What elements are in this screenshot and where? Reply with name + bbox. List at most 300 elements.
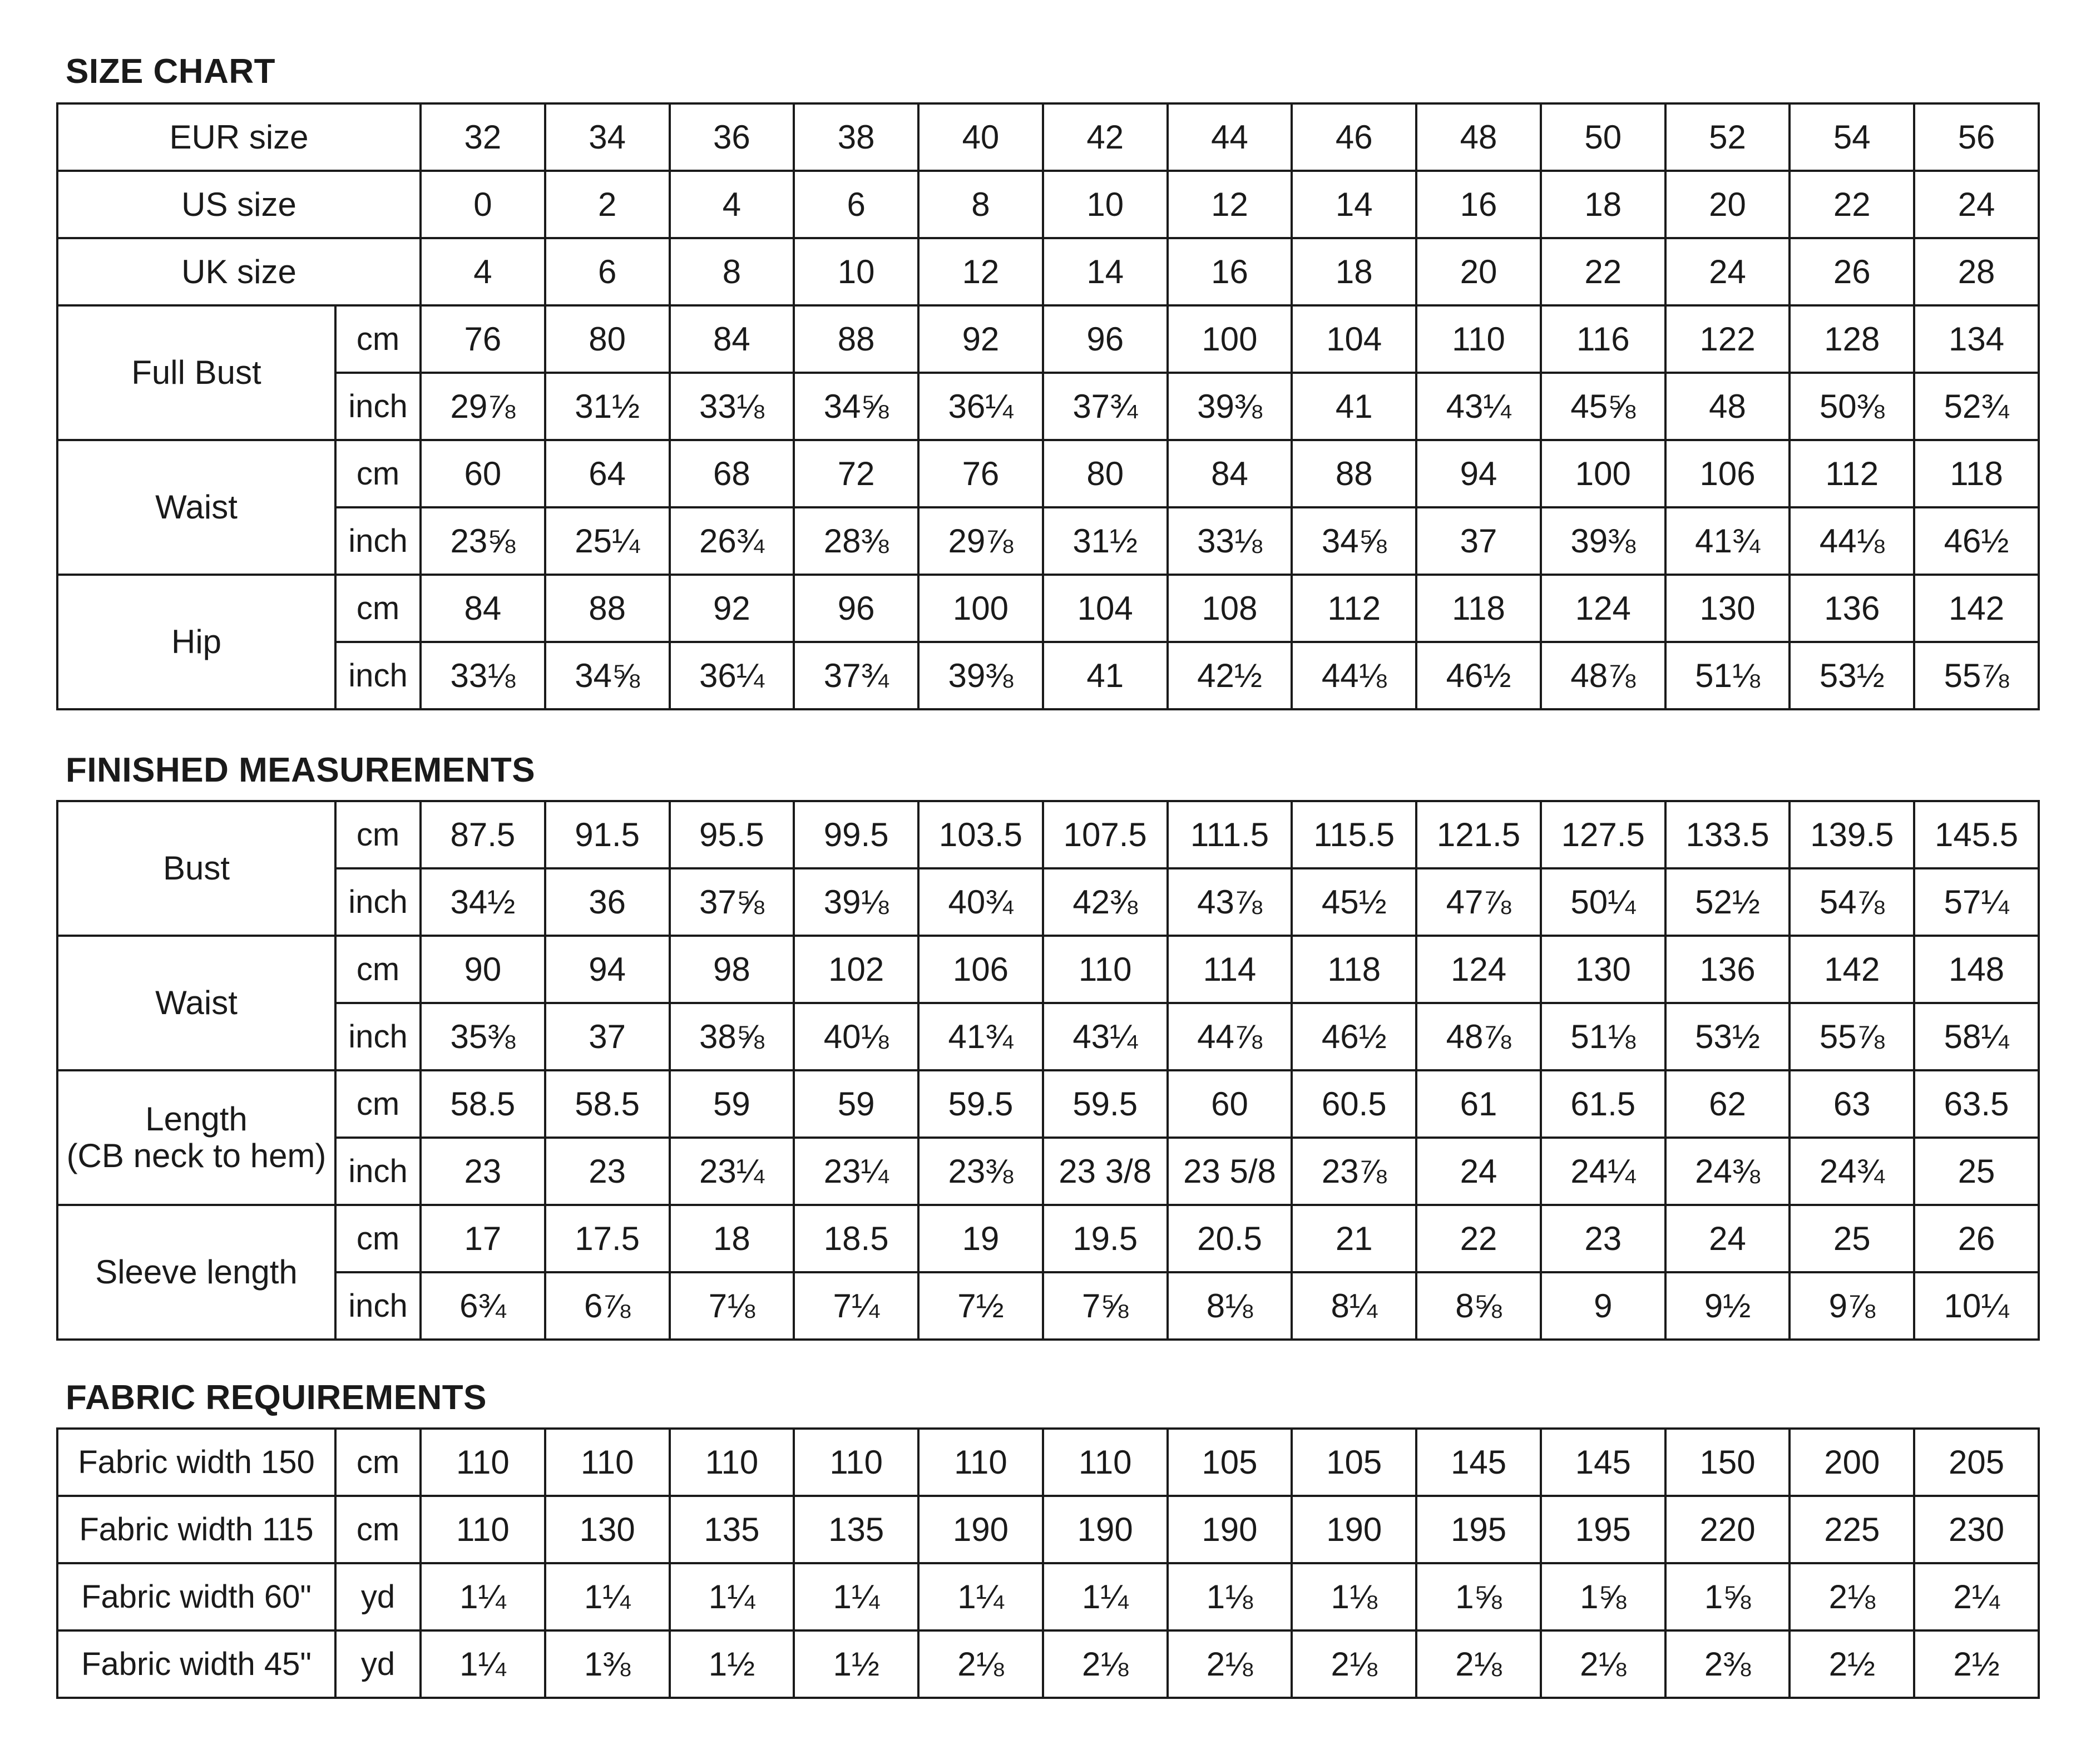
value-cell: 135 (670, 1496, 794, 1563)
size-row (57, 171, 2039, 238)
value-cell: 112 (1790, 440, 1914, 507)
value-cell: 106 (918, 936, 1043, 1003)
value-cell: 62 (1665, 1070, 1790, 1138)
value-cell: 1½ (670, 1630, 794, 1698)
value-cell: 6⅞ (545, 1272, 670, 1340)
value-cell: 9 (1541, 1272, 1665, 1340)
value-cell: 102 (794, 936, 918, 1003)
value-cell: 17.5 (545, 1205, 670, 1272)
value-cell: 145 (1541, 1429, 1665, 1496)
value-cell: 45½ (1292, 868, 1416, 936)
value-cell: 1¼ (545, 1563, 670, 1630)
unit-cell: inch (335, 1138, 421, 1205)
value-cell: 24 (1416, 1138, 1541, 1205)
value-cell: 104 (1043, 575, 1168, 642)
value-cell: 34⅝ (794, 373, 918, 440)
value-cell: 41 (1043, 642, 1168, 709)
value-cell: 130 (545, 1496, 670, 1563)
value-cell: 18 (1292, 238, 1416, 305)
size-row (57, 103, 2039, 171)
measurement-row (57, 575, 2039, 642)
value-cell: 103.5 (918, 801, 1043, 868)
measurement-label-text: Length (145, 1100, 248, 1138)
value-cell: 33⅛ (421, 642, 545, 709)
unit-cell: inch (335, 373, 421, 440)
value-cell: 2 (545, 171, 670, 238)
value-cell: 20 (1665, 171, 1790, 238)
measurement-row (57, 1205, 2039, 1272)
value-cell: 61 (1416, 1070, 1541, 1138)
value-cell: 190 (1043, 1496, 1168, 1563)
value-cell: 115.5 (1292, 801, 1416, 868)
value-cell: 28⅜ (794, 507, 918, 575)
value-cell: 59 (794, 1070, 918, 1138)
value-cell: 139.5 (1790, 801, 1914, 868)
value-cell: 42 (1043, 103, 1168, 171)
value-cell: 8 (670, 238, 794, 305)
unit-cell: cm (335, 1070, 421, 1138)
value-cell: 91.5 (545, 801, 670, 868)
value-cell: 23 (421, 1138, 545, 1205)
unit-cell: cm (335, 575, 421, 642)
value-cell: 190 (918, 1496, 1043, 1563)
value-cell: 24¼ (1541, 1138, 1665, 1205)
value-cell: 7⅝ (1043, 1272, 1168, 1340)
value-cell: 26 (1914, 1205, 2039, 1272)
value-cell: 55⅞ (1790, 1003, 1914, 1070)
value-cell: 2⅛ (1292, 1630, 1416, 1698)
value-cell: 110 (1416, 305, 1541, 373)
value-cell: 23 (1541, 1205, 1665, 1272)
value-cell: 10¼ (1914, 1272, 2039, 1340)
value-cell: 6 (794, 171, 918, 238)
value-cell: 54 (1790, 103, 1914, 171)
value-cell: 19 (918, 1205, 1043, 1272)
value-cell: 84 (1168, 440, 1292, 507)
value-cell: 2½ (1914, 1630, 2039, 1698)
value-cell: 24¾ (1790, 1138, 1914, 1205)
unit-cell: cm (335, 1496, 421, 1563)
value-cell: 24 (1665, 1205, 1790, 1272)
value-cell: 23 3/8 (1043, 1138, 1168, 1205)
value-cell: 7⅛ (670, 1272, 794, 1340)
value-cell: 108 (1168, 575, 1292, 642)
value-cell: 98 (670, 936, 794, 1003)
value-cell: 2⅛ (1416, 1630, 1541, 1698)
value-cell: 195 (1416, 1496, 1541, 1563)
value-cell: 43⅞ (1168, 868, 1292, 936)
value-cell: 76 (918, 440, 1043, 507)
value-cell: 38 (794, 103, 918, 171)
unit-cell: inch (335, 507, 421, 575)
value-cell: 40⅛ (794, 1003, 918, 1070)
value-cell: 105 (1168, 1429, 1292, 1496)
value-cell: 1⅛ (1292, 1563, 1416, 1630)
value-cell: 225 (1790, 1496, 1914, 1563)
value-cell: 1⅝ (1541, 1563, 1665, 1630)
value-cell: 29⅞ (421, 373, 545, 440)
value-cell: 148 (1914, 936, 2039, 1003)
value-cell: 38⅝ (670, 1003, 794, 1070)
value-cell: 28 (1914, 238, 2039, 305)
value-cell: 46½ (1416, 642, 1541, 709)
fabric-requirements-table (56, 1427, 2040, 1699)
unit-cell: yd (335, 1630, 421, 1698)
value-cell: 88 (794, 305, 918, 373)
value-cell: 2⅛ (1541, 1630, 1665, 1698)
value-cell: 12 (1168, 171, 1292, 238)
measurement-label-text: Sleeve length (95, 1253, 298, 1291)
value-cell: 106 (1665, 440, 1790, 507)
value-cell: 51⅛ (1665, 642, 1790, 709)
value-cell: 127.5 (1541, 801, 1665, 868)
finished-measurements-title: FINISHED MEASUREMENTS (66, 751, 536, 789)
value-cell: 121.5 (1416, 801, 1541, 868)
value-cell: 76 (421, 305, 545, 373)
value-cell: 145.5 (1914, 801, 2039, 868)
value-cell: 1¼ (421, 1630, 545, 1698)
value-cell: 1¼ (1043, 1563, 1168, 1630)
value-cell: 145 (1416, 1429, 1541, 1496)
value-cell: 100 (1541, 440, 1665, 507)
value-cell: 1¼ (794, 1563, 918, 1630)
value-cell: 59.5 (918, 1070, 1043, 1138)
unit-cell: cm (335, 936, 421, 1003)
value-cell: 23⅝ (421, 507, 545, 575)
measurement-row (57, 1272, 2039, 1340)
value-cell: 25 (1790, 1205, 1914, 1272)
value-cell: 48⅞ (1541, 642, 1665, 709)
value-cell: 92 (918, 305, 1043, 373)
value-cell: 2¼ (1914, 1563, 2039, 1630)
value-cell: 200 (1790, 1429, 1914, 1496)
value-cell: 20.5 (1168, 1205, 1292, 1272)
value-cell: 220 (1665, 1496, 1790, 1563)
value-cell: 35⅜ (421, 1003, 545, 1070)
value-cell: 52 (1665, 103, 1790, 171)
size-label: UK size (57, 238, 421, 305)
value-cell: 23⅜ (918, 1138, 1043, 1205)
value-cell: 56 (1914, 103, 2039, 171)
value-cell: 110 (421, 1429, 545, 1496)
value-cell: 2⅛ (1168, 1630, 1292, 1698)
measurement-label (57, 1205, 335, 1340)
fabric-row (57, 1429, 2039, 1496)
value-cell: 34 (545, 103, 670, 171)
value-cell: 10 (794, 238, 918, 305)
unit-cell: inch (335, 642, 421, 709)
value-cell: 1⅝ (1416, 1563, 1541, 1630)
value-cell: 2⅛ (1043, 1630, 1168, 1698)
fabric-row (57, 1630, 2039, 1698)
value-cell: 134 (1914, 305, 2039, 373)
value-cell: 60 (1168, 1070, 1292, 1138)
value-cell: 1½ (794, 1630, 918, 1698)
value-cell: 43¼ (1416, 373, 1541, 440)
value-cell: 31½ (1043, 507, 1168, 575)
size-chart-title: SIZE CHART (66, 52, 275, 91)
value-cell: 2⅛ (918, 1630, 1043, 1698)
value-cell: 53½ (1790, 642, 1914, 709)
value-cell: 18 (670, 1205, 794, 1272)
value-cell: 99.5 (794, 801, 918, 868)
value-cell: 2⅜ (1665, 1630, 1790, 1698)
value-cell: 111.5 (1168, 801, 1292, 868)
value-cell: 1¼ (421, 1563, 545, 1630)
value-cell: 41¾ (1665, 507, 1790, 575)
value-cell: 54⅞ (1790, 868, 1914, 936)
value-cell: 58.5 (545, 1070, 670, 1138)
value-cell: 51⅛ (1541, 1003, 1665, 1070)
unit-cell: cm (335, 440, 421, 507)
value-cell: 1¼ (918, 1563, 1043, 1630)
value-cell: 110 (670, 1429, 794, 1496)
value-cell: 14 (1043, 238, 1168, 305)
value-cell: 118 (1292, 936, 1416, 1003)
value-cell: 24 (1665, 238, 1790, 305)
fabric-row (57, 1496, 2039, 1563)
measurement-label-text: Waist (155, 984, 238, 1021)
unit-cell: inch (335, 868, 421, 936)
value-cell: 40¾ (918, 868, 1043, 936)
value-cell: 55⅞ (1914, 642, 2039, 709)
value-cell: 1⅜ (545, 1630, 670, 1698)
value-cell: 48⅞ (1416, 1003, 1541, 1070)
value-cell: 2½ (1790, 1630, 1914, 1698)
value-cell: 60 (421, 440, 545, 507)
value-cell: 16 (1416, 171, 1541, 238)
value-cell: 36 (670, 103, 794, 171)
value-cell: 0 (421, 171, 545, 238)
value-cell: 50¼ (1541, 868, 1665, 936)
value-cell: 59.5 (1043, 1070, 1168, 1138)
value-cell: 39⅜ (1541, 507, 1665, 575)
value-cell: 22 (1416, 1205, 1541, 1272)
measurement-label: Full Bust (57, 305, 335, 440)
value-cell: 4 (421, 238, 545, 305)
fabric-label: Fabric width 45" (57, 1630, 335, 1698)
measurement-row (57, 305, 2039, 373)
value-cell: 47⅞ (1416, 868, 1541, 936)
value-cell: 44⅛ (1292, 642, 1416, 709)
value-cell: 8⅝ (1416, 1272, 1541, 1340)
value-cell: 32 (421, 103, 545, 171)
value-cell: 110 (545, 1429, 670, 1496)
value-cell: 23 5/8 (1168, 1138, 1292, 1205)
value-cell: 135 (794, 1496, 918, 1563)
value-cell: 64 (545, 440, 670, 507)
value-cell: 7¼ (794, 1272, 918, 1340)
measurement-row (57, 801, 2039, 868)
value-cell: 41¾ (918, 1003, 1043, 1070)
value-cell: 80 (545, 305, 670, 373)
value-cell: 1⅝ (1665, 1563, 1790, 1630)
value-cell: 23⅞ (1292, 1138, 1416, 1205)
size-label: EUR size (57, 103, 421, 171)
value-cell: 88 (1292, 440, 1416, 507)
value-cell: 105 (1292, 1429, 1416, 1496)
value-cell: 29⅞ (918, 507, 1043, 575)
measurement-label (57, 801, 335, 936)
value-cell: 6 (545, 238, 670, 305)
value-cell: 33⅛ (1168, 507, 1292, 575)
value-cell: 122 (1665, 305, 1790, 373)
size-chart-table (56, 102, 2040, 710)
value-cell: 84 (421, 575, 545, 642)
value-cell: 8¼ (1292, 1272, 1416, 1340)
value-cell: 68 (670, 440, 794, 507)
measurement-row (57, 642, 2039, 709)
value-cell: 190 (1292, 1496, 1416, 1563)
value-cell: 23 (545, 1138, 670, 1205)
value-cell: 14 (1292, 171, 1416, 238)
value-cell: 24⅜ (1665, 1138, 1790, 1205)
value-cell: 205 (1914, 1429, 2039, 1496)
value-cell: 133.5 (1665, 801, 1790, 868)
value-cell: 46½ (1292, 1003, 1416, 1070)
measurement-row (57, 936, 2039, 1003)
value-cell: 63 (1790, 1070, 1914, 1138)
unit-cell: inch (335, 1272, 421, 1340)
value-cell: 110 (1043, 936, 1168, 1003)
value-cell: 42½ (1168, 642, 1292, 709)
value-cell: 230 (1914, 1496, 2039, 1563)
value-cell: 9½ (1665, 1272, 1790, 1340)
value-cell: 23¼ (794, 1138, 918, 1205)
measurement-row (57, 868, 2039, 936)
value-cell: 18 (1541, 171, 1665, 238)
value-cell: 44⅛ (1790, 507, 1914, 575)
value-cell: 46½ (1914, 507, 2039, 575)
measurement-sublabel: (CB neck to hem) (66, 1137, 327, 1174)
value-cell: 116 (1541, 305, 1665, 373)
value-cell: 36¼ (918, 373, 1043, 440)
value-cell: 1¼ (670, 1563, 794, 1630)
value-cell: 42⅜ (1043, 868, 1168, 936)
value-cell: 40 (918, 103, 1043, 171)
value-cell: 50⅜ (1790, 373, 1914, 440)
value-cell: 7½ (918, 1272, 1043, 1340)
value-cell: 52¾ (1914, 373, 2039, 440)
value-cell: 18.5 (794, 1205, 918, 1272)
value-cell: 72 (794, 440, 918, 507)
value-cell: 39⅜ (1168, 373, 1292, 440)
value-cell: 96 (1043, 305, 1168, 373)
unit-cell: cm (335, 801, 421, 868)
value-cell: 22 (1541, 238, 1665, 305)
value-cell: 100 (1168, 305, 1292, 373)
value-cell: 23¼ (670, 1138, 794, 1205)
value-cell: 4 (670, 171, 794, 238)
finished-measurements-table (56, 800, 2040, 1341)
value-cell: 34⅝ (545, 642, 670, 709)
value-cell: 25¼ (545, 507, 670, 575)
value-cell: 24 (1914, 171, 2039, 238)
value-cell: 128 (1790, 305, 1914, 373)
size-row (57, 238, 2039, 305)
measurement-row (57, 1138, 2039, 1205)
fabric-label: Fabric width 60" (57, 1563, 335, 1630)
fabric-label: Fabric width 150 (57, 1429, 335, 1496)
value-cell: 52½ (1665, 868, 1790, 936)
value-cell: 130 (1665, 575, 1790, 642)
value-cell: 19.5 (1043, 1205, 1168, 1272)
unit-cell: yd (335, 1563, 421, 1630)
value-cell: 22 (1790, 171, 1914, 238)
value-cell: 10 (1043, 171, 1168, 238)
value-cell: 114 (1168, 936, 1292, 1003)
value-cell: 94 (1416, 440, 1541, 507)
value-cell: 36¼ (670, 642, 794, 709)
measurement-label (57, 1070, 335, 1205)
value-cell: 46 (1292, 103, 1416, 171)
value-cell: 37 (1416, 507, 1541, 575)
value-cell: 58.5 (421, 1070, 545, 1138)
value-cell: 110 (421, 1496, 545, 1563)
value-cell: 43¼ (1043, 1003, 1168, 1070)
value-cell: 53½ (1665, 1003, 1790, 1070)
value-cell: 190 (1168, 1496, 1292, 1563)
measurement-label: Hip (57, 575, 335, 709)
value-cell: 44 (1168, 103, 1292, 171)
value-cell: 39⅛ (794, 868, 918, 936)
value-cell: 150 (1665, 1429, 1790, 1496)
value-cell: 26 (1790, 238, 1914, 305)
size-label: US size (57, 171, 421, 238)
value-cell: 80 (1043, 440, 1168, 507)
measurement-row (57, 440, 2039, 507)
value-cell: 39⅜ (918, 642, 1043, 709)
value-cell: 6¾ (421, 1272, 545, 1340)
value-cell: 50 (1541, 103, 1665, 171)
value-cell: 100 (918, 575, 1043, 642)
value-cell: 9⅞ (1790, 1272, 1914, 1340)
measurement-row (57, 1003, 2039, 1070)
value-cell: 124 (1416, 936, 1541, 1003)
value-cell: 118 (1416, 575, 1541, 642)
value-cell: 61.5 (1541, 1070, 1665, 1138)
value-cell: 110 (1043, 1429, 1168, 1496)
value-cell: 142 (1790, 936, 1914, 1003)
value-cell: 104 (1292, 305, 1416, 373)
measurement-label (57, 936, 335, 1070)
value-cell: 57¼ (1914, 868, 2039, 936)
value-cell: 136 (1790, 575, 1914, 642)
value-cell: 130 (1541, 936, 1665, 1003)
value-cell: 17 (421, 1205, 545, 1272)
value-cell: 37⅝ (670, 868, 794, 936)
value-cell: 31½ (545, 373, 670, 440)
value-cell: 25 (1914, 1138, 2039, 1205)
value-cell: 95.5 (670, 801, 794, 868)
value-cell: 45⅝ (1541, 373, 1665, 440)
value-cell: 88 (545, 575, 670, 642)
value-cell: 21 (1292, 1205, 1416, 1272)
value-cell: 63.5 (1914, 1070, 2039, 1138)
measurement-label-text: Bust (162, 849, 230, 887)
value-cell: 112 (1292, 575, 1416, 642)
value-cell: 136 (1665, 936, 1790, 1003)
value-cell: 87.5 (421, 801, 545, 868)
value-cell: 1⅛ (1168, 1563, 1292, 1630)
fabric-requirements-title: FABRIC REQUIREMENTS (66, 1378, 487, 1417)
measurement-row (57, 507, 2039, 575)
value-cell: 8 (918, 171, 1043, 238)
unit-cell: cm (335, 1429, 421, 1496)
fabric-label: Fabric width 115 (57, 1496, 335, 1563)
value-cell: 41 (1292, 373, 1416, 440)
value-cell: 16 (1168, 238, 1292, 305)
